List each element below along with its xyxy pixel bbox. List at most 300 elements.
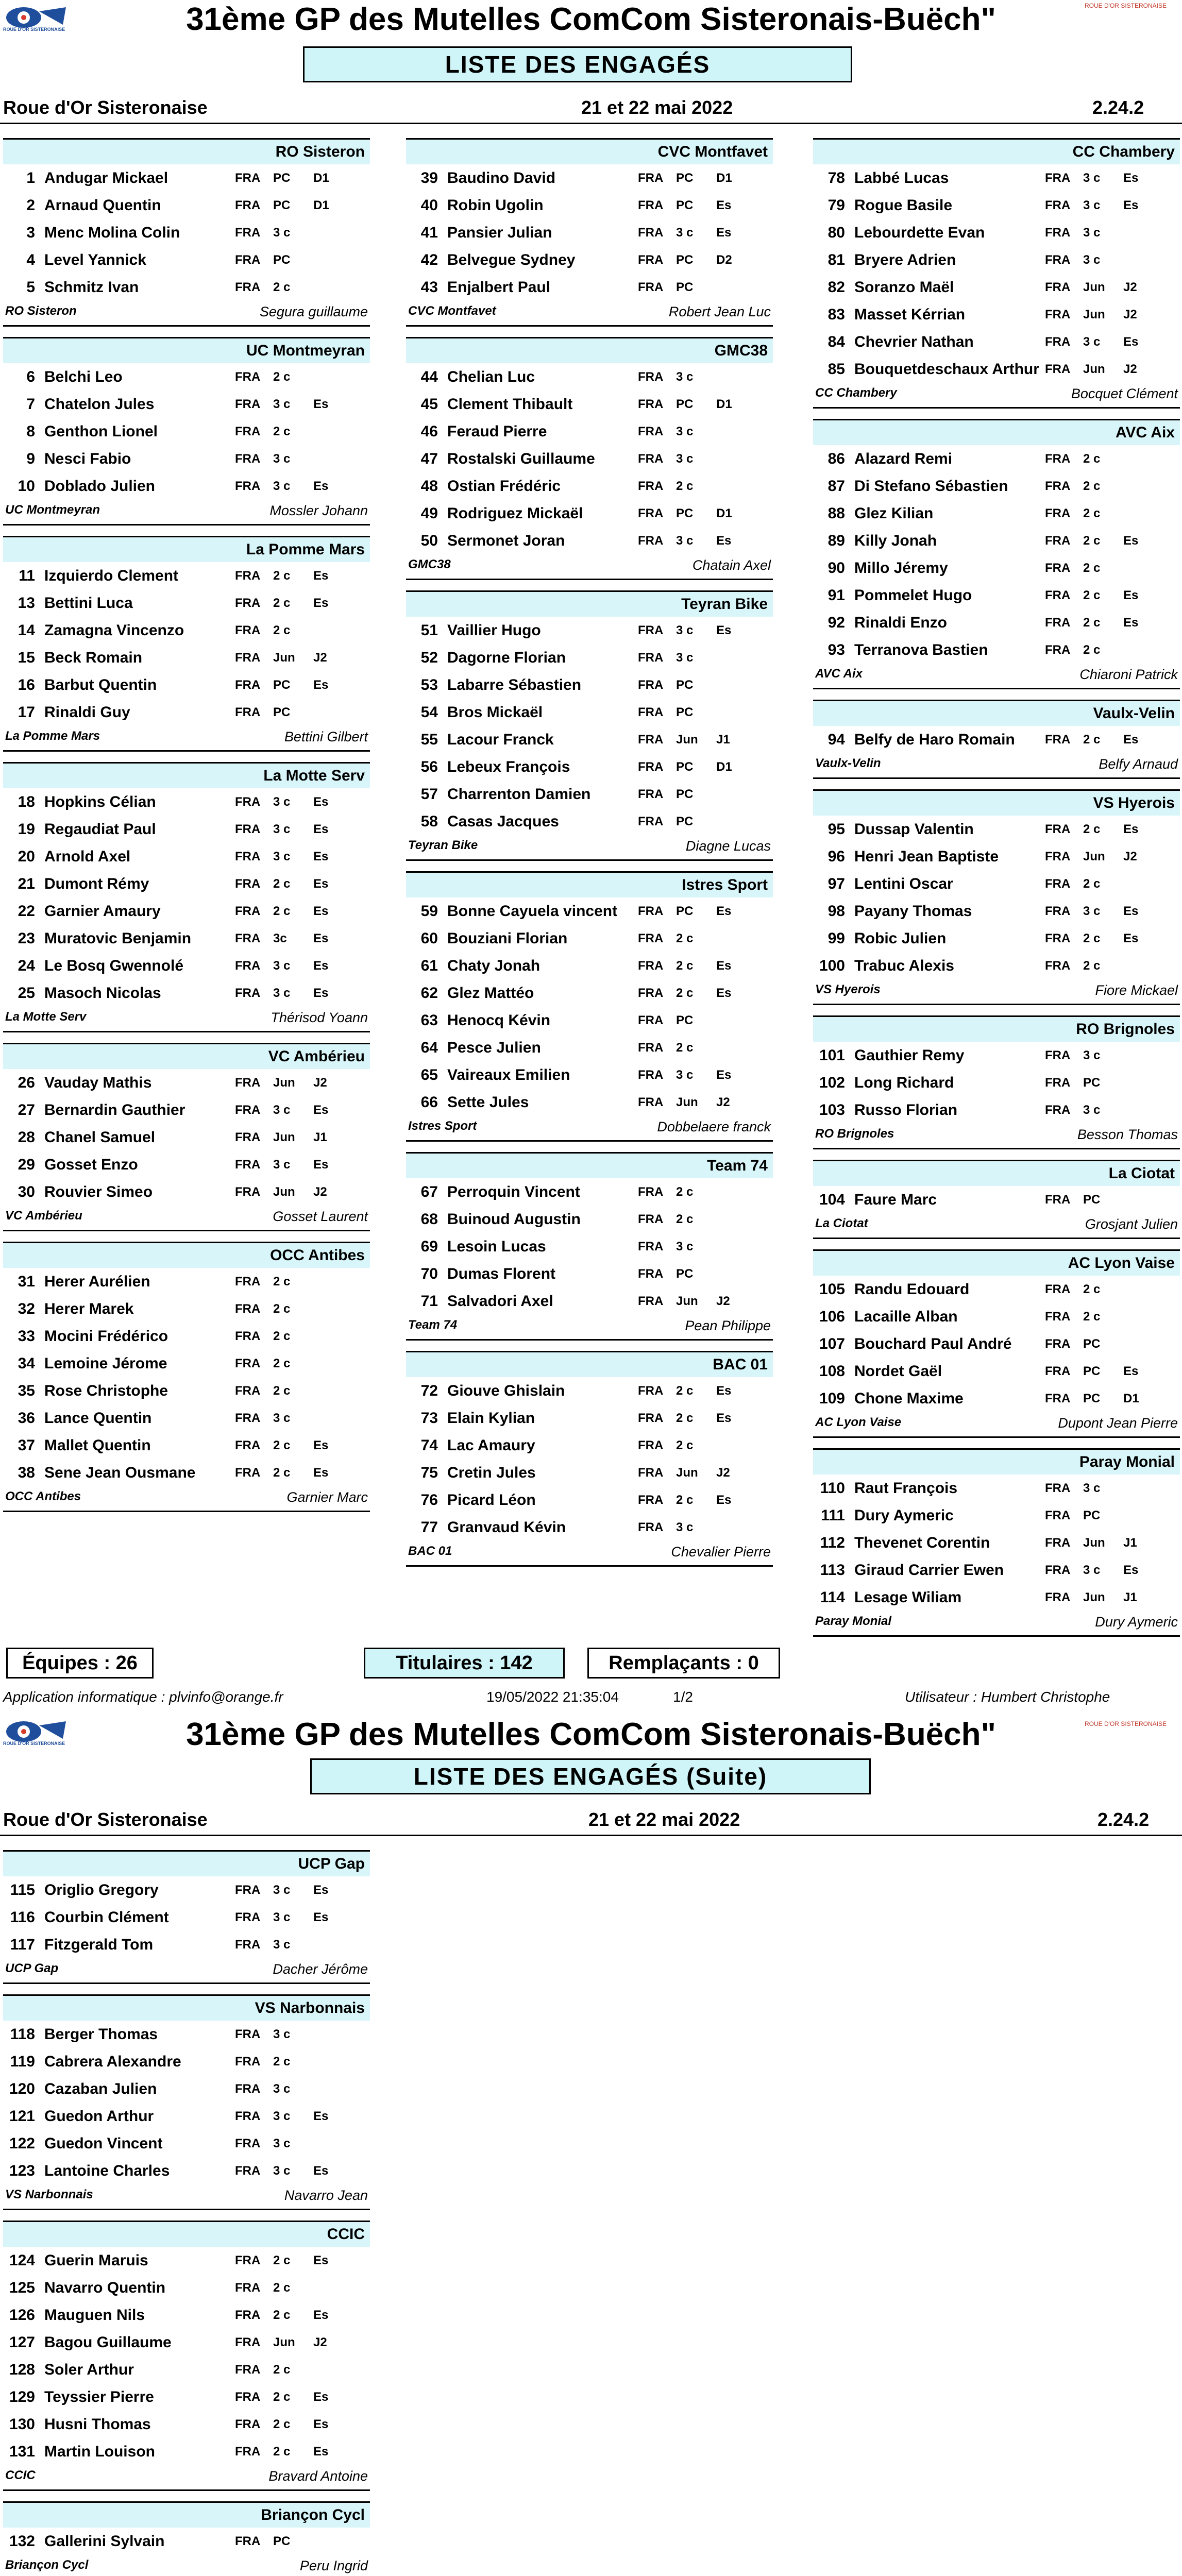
bib-number: 81 — [828, 251, 845, 268]
bib-number: 28 — [18, 1128, 35, 1146]
subcategory: J1 — [313, 1130, 327, 1144]
category: Jun — [1083, 280, 1105, 294]
rider-name: Pommelet Hugo — [854, 586, 972, 604]
team-footer — [406, 1541, 773, 1565]
page-number: 1/2 — [673, 1689, 693, 1705]
team-manager: Chiaroni Patrick — [1079, 667, 1178, 682]
category: Jun — [676, 1465, 698, 1480]
rider-name: Labbé Lucas — [854, 169, 949, 187]
subcategory: Es — [313, 822, 329, 836]
rider-row — [813, 472, 1180, 500]
nationality: FRA — [638, 1239, 664, 1253]
bib-number: 30 — [18, 1183, 35, 1200]
subcategory: Es — [716, 1493, 732, 1507]
rider-name: Guerin Maruis — [44, 2251, 148, 2269]
nationality: FRA — [1045, 1282, 1071, 1296]
nationality: FRA — [638, 280, 664, 294]
rider-row — [406, 781, 773, 808]
team-block — [3, 2501, 370, 2576]
rider-row — [813, 1556, 1180, 1584]
category: Jun — [1083, 1590, 1105, 1604]
category: PC — [676, 705, 694, 719]
rider-row — [406, 753, 773, 781]
category: PC — [676, 252, 694, 267]
rider-name: Lacour Franck — [447, 731, 554, 748]
rider-name: Ostian Frédéric — [447, 477, 561, 495]
team-name: RO Sisteron — [3, 138, 370, 164]
team-footer — [813, 1412, 1180, 1436]
rider-name: Alazard Remi — [854, 450, 953, 467]
rider-name: Lebeux François — [447, 758, 570, 775]
team-footer — [3, 500, 370, 524]
category: 3 c — [273, 1937, 291, 1952]
nationality: FRA — [638, 1411, 664, 1425]
rider-name: Soler Arthur — [44, 2361, 134, 2378]
rider-name: Dumas Florent — [447, 1265, 556, 1282]
column-1 — [3, 1850, 370, 2576]
category: 2 c — [1083, 506, 1101, 520]
rider-row — [813, 843, 1180, 870]
logo-label: ROUE D'OR SISTERONAISE — [3, 27, 65, 32]
category: 3 c — [273, 849, 291, 863]
bib-number: 127 — [9, 2333, 35, 2351]
bib-number: 7 — [26, 395, 35, 413]
team-name: BAC 01 — [406, 1351, 773, 1377]
nationality: FRA — [235, 397, 261, 411]
rider-name: Lebourdette Evan — [854, 224, 985, 241]
bib-number: 109 — [819, 1389, 845, 1407]
rider-row — [813, 1303, 1180, 1330]
team-name: Teyran Bike — [406, 590, 773, 617]
rider-row — [406, 1404, 773, 1432]
team-code: Team 74 — [408, 1318, 458, 1332]
rider-name: Baudino David — [447, 169, 556, 187]
team-manager: Belfy Arnaud — [1099, 756, 1178, 772]
team-code: Vaulx-Velin — [815, 756, 881, 770]
nationality: FRA — [235, 171, 261, 185]
rider-row — [406, 952, 773, 979]
team-manager: Navarro Jean — [284, 2188, 368, 2203]
nationality: FRA — [638, 1493, 664, 1507]
category: PC — [676, 759, 694, 774]
bib-number: 16 — [18, 676, 35, 693]
rider-name: Henocq Kévin — [447, 1011, 551, 1029]
nationality: FRA — [1045, 479, 1071, 493]
subcategory: Es — [716, 986, 732, 1000]
rider-row — [3, 1295, 370, 1323]
team-name: UC Montmeyran — [3, 337, 370, 363]
bib-number: 85 — [828, 360, 845, 378]
nationality: FRA — [638, 533, 664, 548]
rider-row — [406, 1486, 773, 1514]
subcategory: Es — [313, 958, 329, 973]
category: 2 c — [1083, 958, 1101, 973]
category: 2 c — [1083, 588, 1101, 602]
rider-row — [3, 1459, 370, 1486]
federation-tag: ROUE D'OR SISTERONAISE — [1085, 2, 1167, 9]
rider-row — [3, 816, 370, 843]
subcategory: Es — [313, 931, 329, 945]
team-manager: Diagne Lucas — [685, 838, 771, 854]
team-name: Istres Sport — [406, 871, 773, 897]
rider-row — [3, 2048, 370, 2075]
rider-name: Giraud Carrier Ewen — [854, 1561, 1004, 1579]
rider-name: Henri Jean Baptiste — [854, 848, 999, 865]
rider-name: Rose Christophe — [44, 1382, 168, 1399]
category: 3 c — [676, 533, 694, 548]
rider-row — [406, 699, 773, 726]
subcategory: J1 — [1123, 1535, 1137, 1550]
rider-row — [813, 636, 1180, 664]
rider-row — [3, 870, 370, 897]
subcategory: Es — [313, 568, 329, 583]
nationality: FRA — [235, 876, 261, 891]
team-manager: Grosjant Julien — [1085, 1216, 1178, 1232]
rider-name: Glez Kilian — [854, 504, 934, 522]
nationality: FRA — [638, 451, 664, 466]
nationality: FRA — [235, 451, 261, 466]
rider-row — [813, 1584, 1180, 1611]
rider-name: Robic Julien — [854, 929, 947, 947]
rider-name: Chevrier Nathan — [854, 333, 974, 350]
nationality: FRA — [235, 958, 261, 973]
subcategory: D1 — [716, 506, 732, 520]
column-2 — [406, 138, 773, 1577]
nationality: FRA — [235, 424, 261, 438]
category: 3 c — [1083, 252, 1101, 267]
rider-row — [813, 609, 1180, 636]
nationality: FRA — [1045, 732, 1071, 747]
rider-row — [3, 1377, 370, 1404]
bib-number: 130 — [9, 2415, 35, 2433]
starters-count-box: Titulaires : 142 — [364, 1648, 565, 1679]
rider-row — [813, 582, 1180, 609]
bib-number: 46 — [420, 422, 438, 440]
category: 2 c — [273, 1383, 291, 1398]
rider-row — [406, 192, 773, 219]
subcategory: Es — [716, 225, 732, 240]
nationality: FRA — [235, 2027, 261, 2041]
subcategory: Es — [1123, 198, 1139, 212]
bib-number: 53 — [420, 676, 438, 693]
column-1 — [3, 138, 370, 1522]
team-block — [3, 1850, 370, 1984]
rider-name: Belfy de Haro Romain — [854, 731, 1015, 748]
team-code: AVC Aix — [815, 667, 863, 681]
bib-number: 29 — [18, 1156, 35, 1173]
category: 2 c — [273, 2308, 291, 2322]
bib-number: 62 — [420, 984, 438, 1002]
team-manager: Fiore Mickael — [1095, 982, 1178, 998]
team-code: UCP Gap — [5, 1961, 59, 1975]
category: PC — [676, 280, 694, 294]
category: 3 c — [273, 479, 291, 493]
rider-row — [406, 527, 773, 554]
nationality: FRA — [638, 1067, 664, 1082]
bib-number: 48 — [420, 477, 438, 495]
nationality: FRA — [235, 849, 261, 863]
nationality: FRA — [638, 1212, 664, 1226]
subcategory: Es — [313, 397, 329, 411]
nationality: FRA — [235, 2280, 261, 2295]
bib-number: 55 — [420, 731, 438, 748]
nationality: FRA — [1045, 615, 1071, 630]
rider-name: Feraud Pierre — [447, 422, 547, 440]
bib-number: 68 — [420, 1210, 438, 1228]
team-code: La Motte Serv — [5, 1010, 87, 1024]
subcategory: Es — [313, 596, 329, 610]
team-block — [813, 1160, 1180, 1239]
rider-name: Terranova Bastien — [854, 641, 988, 658]
subcategory: Es — [1123, 1364, 1139, 1378]
team-footer — [406, 1315, 773, 1339]
rider-row — [3, 1151, 370, 1178]
subcategory: Es — [716, 1067, 732, 1082]
bib-number: 59 — [420, 902, 438, 920]
bib-number: 49 — [420, 504, 438, 522]
rider-name: Vaireaux Emilien — [447, 1066, 570, 1083]
subcategory: J2 — [1123, 280, 1137, 294]
subcategory: Es — [716, 198, 732, 212]
bib-number: 61 — [420, 957, 438, 974]
team-code: OCC Antibes — [5, 1489, 81, 1503]
nationality: FRA — [1045, 1590, 1071, 1604]
rider-row — [3, 897, 370, 925]
team-footer — [406, 554, 773, 579]
bib-number: 18 — [18, 793, 35, 810]
rider-name: Barbut Quentin — [44, 676, 157, 693]
rider-name: Chaty Jonah — [447, 957, 541, 974]
rider-name: Berger Thomas — [44, 2025, 158, 2043]
team-block — [813, 1448, 1180, 1637]
team-footer — [813, 979, 1180, 1004]
bib-number: 67 — [420, 1183, 438, 1200]
category: PC — [1083, 1192, 1101, 1207]
bib-number: 95 — [828, 820, 845, 838]
rider-name: Chelian Luc — [447, 368, 535, 385]
team-manager: Peru Ingrid — [299, 2558, 368, 2573]
nationality: FRA — [1045, 334, 1071, 349]
team-code: Istres Sport — [408, 1119, 477, 1133]
nationality: FRA — [235, 705, 261, 719]
rider-name: Bryere Adrien — [854, 251, 956, 268]
rider-row — [3, 979, 370, 1007]
nationality: FRA — [235, 596, 261, 610]
team-manager: Bettini Gilbert — [284, 729, 368, 744]
team-block — [813, 419, 1180, 689]
rider-row — [3, 1268, 370, 1295]
rider-row — [406, 1034, 773, 1061]
rider-row — [813, 870, 1180, 897]
category: PC — [676, 171, 694, 185]
bib-number: 107 — [819, 1335, 845, 1352]
bib-number: 84 — [828, 333, 845, 350]
subcategory: Es — [716, 1411, 732, 1425]
category: 3 c — [1083, 198, 1101, 212]
rider-name: Lentini Oscar — [854, 875, 953, 892]
category: 3 c — [273, 1910, 291, 1924]
bib-number: 132 — [9, 2532, 35, 2550]
nationality: FRA — [235, 369, 261, 384]
subcategory: Es — [313, 2109, 329, 2123]
nationality: FRA — [1045, 588, 1071, 602]
rider-name: Dagorne Florian — [447, 649, 566, 666]
team-block — [406, 590, 773, 861]
rider-row — [813, 192, 1180, 219]
bib-number: 73 — [420, 1409, 438, 1427]
nationality: FRA — [638, 1266, 664, 1281]
rider-name: Mocini Frédérico — [44, 1327, 168, 1345]
subcategory: Es — [1123, 334, 1139, 349]
nationality: FRA — [235, 1438, 261, 1452]
category: Jun — [1083, 362, 1105, 376]
rider-row — [3, 418, 370, 445]
bib-number: 112 — [820, 1534, 845, 1551]
team-footer — [3, 1486, 370, 1511]
subcategory: Es — [313, 2417, 329, 2431]
rider-row — [813, 1096, 1180, 1124]
nationality: FRA — [638, 1465, 664, 1480]
category: Jun — [273, 2335, 295, 2349]
category: 3 c — [1083, 1563, 1101, 1577]
rider-row — [3, 274, 370, 301]
category: Jun — [676, 732, 698, 747]
bib-number: 21 — [18, 875, 35, 892]
rider-row — [3, 1350, 370, 1377]
rider-row — [406, 1061, 773, 1089]
subcategory: Es — [1123, 1563, 1139, 1577]
category: 2 c — [1083, 1282, 1101, 1296]
rider-name: Russo Florian — [854, 1101, 958, 1118]
rider-row — [406, 1233, 773, 1260]
rider-row — [3, 788, 370, 816]
bib-number: 8 — [26, 422, 35, 440]
team-footer — [406, 835, 773, 859]
rider-name: Perroquin Vincent — [447, 1183, 580, 1200]
nationality: FRA — [638, 1184, 664, 1199]
category: PC — [676, 814, 694, 828]
rider-name: Rostalski Guillaume — [447, 450, 595, 467]
category: 2 c — [273, 2362, 291, 2377]
rider-row — [406, 391, 773, 418]
team-name: OCC Antibes — [3, 1242, 370, 1268]
rider-row — [406, 274, 773, 301]
nationality: FRA — [235, 677, 261, 692]
nationality: FRA — [638, 705, 664, 719]
bib-number: 104 — [819, 1191, 845, 1208]
nationality: FRA — [235, 479, 261, 493]
rider-row — [406, 979, 773, 1007]
bib-number: 54 — [420, 703, 438, 721]
subcategory: Es — [313, 2308, 329, 2322]
rider-name: Cabrera Alexandre — [44, 2053, 181, 2070]
nationality: FRA — [235, 2362, 261, 2377]
rider-name: Menc Molina Colin — [44, 224, 180, 241]
rider-name: Nesci Fabio — [44, 450, 131, 467]
bib-number: 75 — [420, 1464, 438, 1481]
subcategory: J2 — [313, 1075, 327, 1090]
rider-name: Lemoine Jérome — [44, 1354, 167, 1372]
logo-label: ROUE D'OR SISTERONAISE — [3, 1741, 65, 1746]
bib-number: 66 — [420, 1093, 438, 1111]
subcategory: J1 — [716, 732, 730, 747]
category: 2 c — [273, 876, 291, 891]
team-name: AC Lyon Vaise — [813, 1249, 1180, 1276]
rider-row — [3, 644, 370, 671]
category: 2 c — [273, 369, 291, 384]
category: Jun — [1083, 1535, 1105, 1550]
nationality: FRA — [638, 931, 664, 945]
team-block — [3, 1043, 370, 1231]
bib-number: 82 — [828, 278, 845, 296]
bib-number: 93 — [828, 641, 845, 658]
rider-row — [813, 328, 1180, 355]
rider-row — [3, 164, 370, 192]
team-manager: Dobbelaere franck — [657, 1119, 771, 1134]
category: PC — [1083, 1364, 1101, 1378]
team-manager: Bravard Antoine — [268, 2468, 368, 2484]
nationality: FRA — [235, 2253, 261, 2267]
bib-number: 42 — [420, 251, 438, 268]
bib-number: 90 — [828, 559, 845, 577]
team-name: Briançon Cycl — [3, 2501, 370, 2528]
subcategory: Es — [313, 794, 329, 809]
rider-row — [813, 445, 1180, 472]
rider-name: Bonne Cayuela vincent — [447, 902, 618, 920]
rider-name: Hopkins Célian — [44, 793, 156, 810]
rider-row — [406, 1089, 773, 1116]
bib-number: 128 — [9, 2361, 35, 2378]
subcategory: J2 — [313, 650, 327, 665]
team-footer — [406, 301, 773, 325]
category: PC — [1083, 1391, 1101, 1405]
bib-number: 97 — [828, 875, 845, 892]
team-block — [3, 536, 370, 752]
rider-row — [3, 1876, 370, 1904]
bib-number: 57 — [420, 785, 438, 803]
category: 3 c — [273, 1157, 291, 1172]
rider-name: Giouve Ghislain — [447, 1382, 565, 1399]
category: 3 c — [273, 822, 291, 836]
substitutes-count-box: Remplaçants : 0 — [587, 1648, 780, 1679]
category: 3 c — [676, 1520, 694, 1534]
rider-row — [3, 2411, 370, 2438]
bib-number: 120 — [9, 2080, 35, 2097]
category: Jun — [676, 1294, 698, 1308]
nationality: FRA — [235, 1184, 261, 1199]
category: 3 c — [1083, 334, 1101, 349]
nationality: FRA — [235, 225, 261, 240]
rider-row — [406, 1287, 773, 1315]
rider-name: Payany Thomas — [854, 902, 972, 920]
team-manager: Bocquet Clément — [1071, 386, 1178, 401]
team-code: Paray Monial — [815, 1614, 892, 1628]
nationality: FRA — [235, 2308, 261, 2322]
bib-number: 50 — [420, 532, 438, 549]
nationality: FRA — [638, 1040, 664, 1055]
bib-number: 45 — [420, 395, 438, 413]
category: PC — [676, 506, 694, 520]
subcategory: Es — [313, 1465, 329, 1480]
nationality: FRA — [1045, 1364, 1071, 1378]
rider-row — [3, 2130, 370, 2157]
rider-name: Nordet Gaël — [854, 1362, 942, 1380]
nationality: FRA — [1045, 1481, 1071, 1495]
subcategory: J2 — [313, 2335, 327, 2349]
team-name: VC Ambérieu — [3, 1043, 370, 1069]
rider-row — [813, 274, 1180, 301]
category: 2 c — [1083, 561, 1101, 575]
